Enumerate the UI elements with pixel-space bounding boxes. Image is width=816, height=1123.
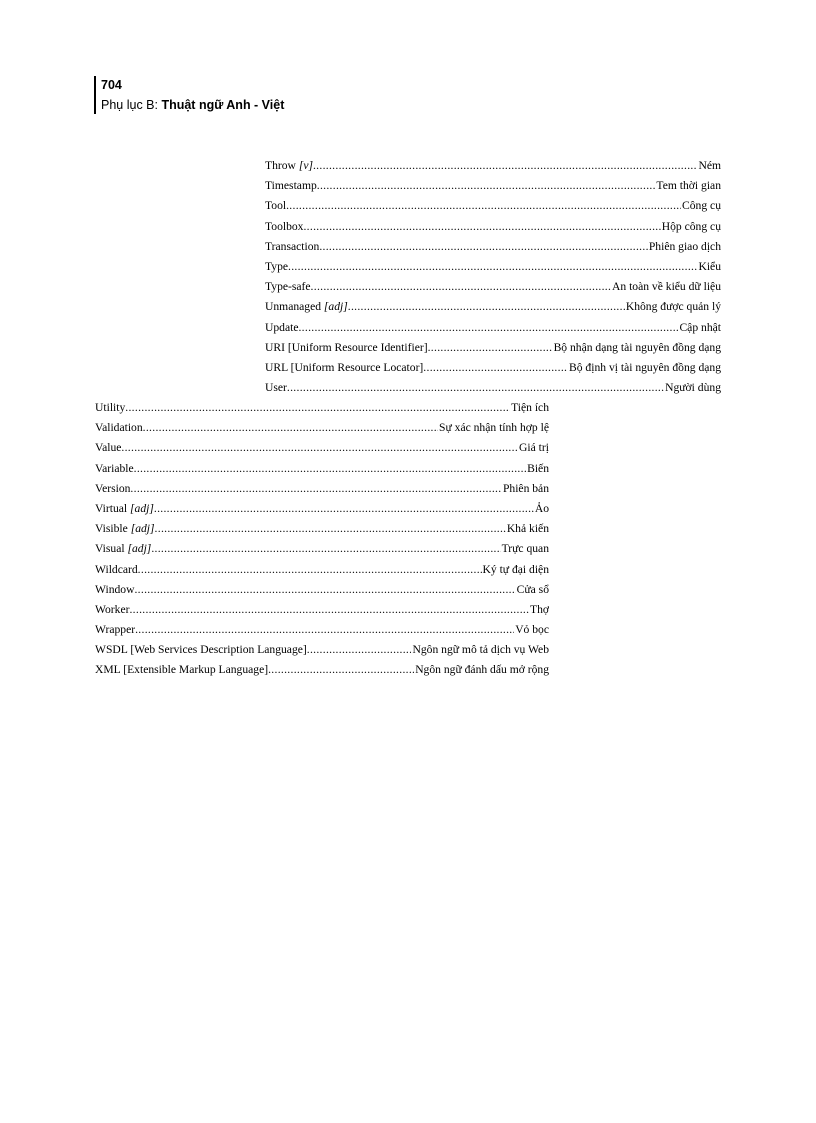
glossary-term bbox=[95, 640, 307, 660]
term-text: Visual bbox=[95, 542, 128, 556]
dot-leader bbox=[125, 398, 510, 418]
glossary-entry bbox=[95, 560, 549, 580]
term-text: URI [Uniform Resource Identifier] bbox=[265, 340, 428, 354]
glossary-entry bbox=[265, 297, 721, 317]
glossary-entry bbox=[95, 660, 549, 680]
dot-leader bbox=[286, 196, 681, 216]
part-of-speech-tag: [adj] bbox=[130, 522, 155, 536]
glossary-term bbox=[265, 277, 311, 297]
glossary-term bbox=[95, 620, 135, 640]
glossary-translation: Cửa sổ bbox=[516, 582, 549, 596]
glossary-entry bbox=[265, 217, 721, 237]
glossary-translation: Ngôn ngữ mô tả dịch vụ Web bbox=[412, 643, 549, 657]
glossary-entry bbox=[265, 378, 721, 398]
dot-leader bbox=[134, 459, 526, 479]
term-text: Window bbox=[95, 582, 135, 596]
page-number: 704 bbox=[101, 78, 122, 92]
glossary-entry bbox=[265, 237, 721, 257]
part-of-speech-tag: [v] bbox=[298, 159, 313, 172]
appendix-title: Thuật ngữ Anh - Việt bbox=[161, 98, 285, 112]
glossary-term bbox=[265, 176, 317, 196]
glossary-translation: Bộ định vị tài nguyên đồng dạng bbox=[569, 360, 721, 374]
glossary-term bbox=[265, 358, 423, 378]
dot-leader bbox=[348, 297, 625, 317]
glossary-term bbox=[95, 398, 125, 418]
glossary-term bbox=[265, 378, 287, 398]
glossary-translation: Bộ nhận dạng tài nguyên đồng dạng bbox=[553, 340, 721, 354]
glossary-entry bbox=[265, 318, 721, 338]
glossary-entry bbox=[95, 580, 549, 600]
dot-leader bbox=[298, 318, 678, 338]
glossary-entry bbox=[95, 620, 549, 640]
glossary-translation: An toàn về kiểu dữ liệu bbox=[612, 280, 721, 294]
glossary-entry bbox=[265, 257, 721, 277]
glossary-entry bbox=[265, 156, 721, 176]
glossary-entry bbox=[265, 196, 721, 216]
glossary-translation: Trực quan bbox=[501, 542, 549, 556]
term-text: Value bbox=[95, 441, 122, 455]
glossary-translation: Phiên bản bbox=[502, 481, 549, 495]
glossary-term bbox=[95, 600, 129, 620]
glossary-term bbox=[265, 297, 348, 317]
glossary-column-left bbox=[95, 398, 549, 681]
part-of-speech-tag: [adj] bbox=[127, 542, 152, 556]
glossary-column-right bbox=[265, 156, 721, 398]
glossary-entry bbox=[95, 398, 549, 418]
glossary-translation: Ngôn ngữ đánh dấu mở rộng bbox=[415, 663, 549, 677]
glossary-entry bbox=[265, 358, 721, 378]
term-text: XML [Extensible Markup Language] bbox=[95, 663, 269, 677]
dot-leader bbox=[155, 519, 506, 539]
dot-leader bbox=[319, 237, 648, 257]
glossary-term bbox=[95, 560, 138, 580]
glossary-translation: Kiểu bbox=[698, 259, 721, 273]
term-text: Worker bbox=[95, 602, 130, 616]
part-of-speech-tag: [adj] bbox=[130, 501, 154, 515]
glossary-translation: Thợ bbox=[529, 602, 549, 616]
term-text: Variable bbox=[95, 461, 134, 475]
dot-leader bbox=[288, 257, 697, 277]
dot-leader bbox=[154, 499, 534, 519]
page-header bbox=[94, 76, 401, 114]
glossary-entry bbox=[95, 459, 549, 479]
glossary-term bbox=[95, 459, 134, 479]
glossary-translation: Khả kiến bbox=[506, 522, 549, 536]
dot-leader bbox=[428, 338, 553, 358]
glossary-entry bbox=[265, 277, 721, 297]
glossary-term bbox=[265, 217, 303, 237]
term-text: Wrapper bbox=[95, 623, 136, 637]
term-text: User bbox=[265, 381, 287, 395]
glossary-translation: Ảo bbox=[534, 501, 549, 515]
term-text: Unmanaged bbox=[265, 300, 324, 314]
running-title bbox=[101, 97, 401, 113]
term-text: Update bbox=[265, 320, 299, 334]
dot-leader bbox=[317, 176, 656, 196]
term-text: Validation bbox=[95, 421, 143, 435]
term-text: WSDL [Web Services Description Language] bbox=[95, 643, 307, 657]
glossary-term bbox=[95, 499, 154, 519]
glossary-translation: Hộp công cụ bbox=[661, 219, 721, 233]
glossary-translation: Biến bbox=[527, 461, 549, 475]
term-text: Version bbox=[95, 481, 131, 495]
dot-leader bbox=[151, 539, 500, 559]
glossary-entry bbox=[95, 479, 549, 499]
dot-leader bbox=[121, 438, 518, 458]
glossary-term bbox=[265, 338, 428, 358]
glossary-term bbox=[265, 257, 288, 277]
dot-leader bbox=[268, 660, 414, 680]
dot-leader bbox=[423, 358, 568, 378]
glossary-translation: Sự xác nhận tính hợp lệ bbox=[439, 421, 549, 435]
appendix-prefix: Phụ lục B: bbox=[101, 98, 162, 112]
term-text: URL [Uniform Resource Locator] bbox=[265, 360, 424, 374]
dot-leader bbox=[129, 600, 529, 620]
glossary-term bbox=[265, 318, 298, 338]
glossary-term bbox=[95, 539, 151, 559]
glossary-entry bbox=[265, 176, 721, 196]
term-text: Tool bbox=[265, 199, 287, 213]
glossary-term bbox=[95, 580, 134, 600]
term-text: Type bbox=[265, 259, 289, 273]
dot-leader bbox=[311, 277, 611, 297]
term-text: Transaction bbox=[265, 239, 320, 253]
glossary-term bbox=[95, 418, 143, 438]
glossary-term bbox=[265, 237, 319, 257]
term-text: Wildcard bbox=[95, 562, 138, 576]
glossary-translation: Cập nhật bbox=[679, 320, 721, 334]
dot-leader bbox=[287, 378, 664, 398]
glossary-term bbox=[265, 196, 286, 216]
term-text: Visible bbox=[95, 522, 131, 536]
glossary-translation: Ký tự đại diện bbox=[482, 562, 549, 576]
glossary-term bbox=[95, 519, 155, 539]
term-text: Type-safe bbox=[265, 280, 311, 294]
dot-leader bbox=[313, 156, 697, 176]
glossary-term bbox=[95, 660, 268, 680]
glossary-entry bbox=[95, 600, 549, 620]
dot-leader bbox=[307, 640, 412, 660]
glossary-term bbox=[95, 479, 130, 499]
dot-leader bbox=[130, 479, 502, 499]
term-text: Virtual bbox=[95, 501, 131, 515]
glossary-translation: Giá trị bbox=[519, 441, 549, 455]
glossary-translation: Ném bbox=[698, 159, 721, 172]
dot-leader bbox=[143, 418, 438, 438]
glossary-entry bbox=[95, 418, 549, 438]
glossary-translation: Công cụ bbox=[682, 199, 721, 213]
glossary-translation: Tiện ích bbox=[511, 401, 549, 414]
glossary-translation: Tem thời gian bbox=[656, 179, 721, 193]
glossary-entry bbox=[95, 539, 549, 559]
term-text: Throw bbox=[265, 159, 299, 172]
dot-leader bbox=[138, 560, 482, 580]
glossary-entry bbox=[95, 640, 549, 660]
glossary-entry bbox=[265, 338, 721, 358]
dot-leader bbox=[135, 620, 514, 640]
glossary-term bbox=[265, 156, 313, 176]
glossary-term bbox=[95, 438, 121, 458]
glossary-translation: Người dùng bbox=[665, 381, 721, 395]
glossary-translation: Phiên giao dịch bbox=[648, 239, 721, 253]
dot-leader bbox=[134, 580, 515, 600]
glossary-entry bbox=[95, 499, 549, 519]
term-text: Timestamp bbox=[265, 179, 317, 193]
glossary-entry bbox=[95, 519, 549, 539]
dot-leader bbox=[303, 217, 660, 237]
part-of-speech-tag: [adj] bbox=[323, 300, 348, 314]
term-text: Toolbox bbox=[265, 219, 304, 233]
term-text: Utility bbox=[95, 401, 126, 414]
glossary-entry bbox=[95, 438, 549, 458]
glossary-translation: Vỏ bọc bbox=[515, 623, 549, 637]
glossary-translation: Không được quản lý bbox=[625, 300, 721, 314]
